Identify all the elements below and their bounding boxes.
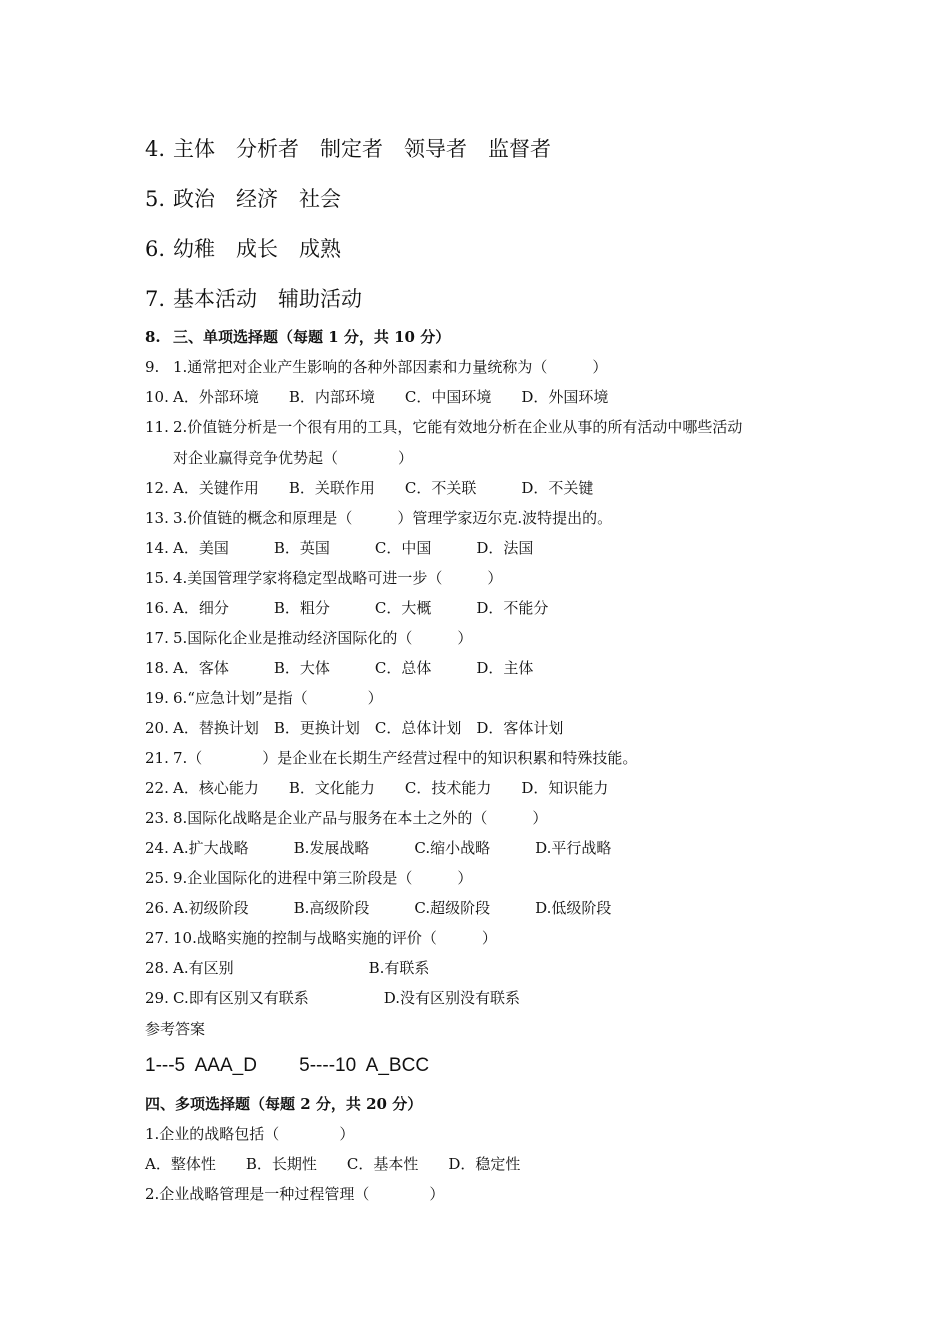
line-text: A．客体 B．大体 C．总体 D．主体	[173, 659, 534, 677]
options-line	[145, 538, 533, 558]
line-text: 2.价值链分析是一个很有用的工具，它能有效地分析在企业从事的所有活动中哪些活动	[173, 418, 743, 436]
line-number: 20.	[145, 719, 169, 737]
line-text: 3.价值链的概念和原理是（ ）管理学家迈尔克.波特提出的。	[173, 509, 613, 527]
line-number: 4.	[145, 137, 166, 161]
answer-line-7	[145, 285, 362, 313]
line-text: A．关键作用 B．关联作用 C．不关联 D．不关键	[173, 479, 594, 497]
line-number: 27.	[145, 929, 169, 947]
line-number: 11.	[145, 418, 169, 436]
options-line	[145, 718, 563, 738]
question-line	[145, 928, 497, 948]
line-number: 16.	[145, 599, 169, 617]
line-number: 29.	[145, 989, 169, 1007]
answer-line-4	[145, 135, 551, 163]
options-line	[145, 387, 608, 407]
line-text: 幼稚 成长 成熟	[173, 237, 341, 261]
line-text: A．外部环境 B．内部环境 C．中国环境 D．外国环境	[173, 388, 609, 406]
line-number: 9.	[145, 358, 160, 376]
line-number: 19.	[145, 689, 169, 707]
line-number: 26.	[145, 899, 169, 917]
reference-answer-label: 参考答案	[145, 1020, 206, 1038]
question-line: 1.企业的战略包括（ ）	[145, 1125, 355, 1143]
line-number: 7.	[145, 287, 166, 311]
line-text: 5.国际化企业是推动经济国际化的（ ）	[173, 629, 473, 647]
line-number: 18.	[145, 659, 169, 677]
line-number: 14.	[145, 539, 169, 557]
line-text: A．美国 B．英国 C．中国 D．法国	[173, 539, 534, 557]
question-line	[145, 808, 547, 828]
options-line	[145, 778, 608, 798]
line-text: 10.战略实施的控制与战略实施的评价（ ）	[173, 929, 497, 947]
line-text: A．替换计划 B．更换计划 C．总体计划 D．客体计划	[173, 719, 564, 737]
line-number: 25.	[145, 869, 169, 887]
options-line	[145, 958, 429, 978]
line-text: 政治 经济 社会	[173, 187, 341, 211]
question-line-continuation	[173, 448, 413, 468]
question-line: 2.企业战略管理是一种过程管理（ ）	[145, 1185, 445, 1203]
options-line: A．整体性 B．长期性 C．基本性 D．稳定性	[145, 1155, 521, 1173]
line-number: 21.	[145, 749, 169, 767]
answer-line-6	[145, 235, 341, 263]
options-line	[145, 658, 533, 678]
line-number: 13.	[145, 509, 169, 527]
line-number: 28.	[145, 959, 169, 977]
line-text: 8.国际化战略是企业产品与服务在本土之外的（ ）	[173, 809, 548, 827]
question-line	[145, 357, 607, 377]
options-line	[145, 898, 611, 918]
line-text: 6.“应急计划”是指（ ）	[173, 689, 383, 707]
line-number: 10.	[145, 388, 169, 406]
line-number: 17.	[145, 629, 169, 647]
line-text: 基本活动 辅助活动	[173, 287, 362, 311]
line-text: A．核心能力 B．文化能力 C．技术能力 D．知识能力	[173, 779, 609, 797]
section-3-heading	[145, 327, 450, 347]
line-text: C.即有区别又有联系 D.没有区别没有联系	[173, 989, 520, 1007]
question-line	[145, 417, 742, 437]
line-text: A．细分 B．粗分 C．大概 D．不能分	[173, 599, 549, 617]
question-line	[145, 868, 472, 888]
section-4-heading: 四、多项选择题（每题 2 分，共 20 分）	[145, 1095, 423, 1113]
line-text: 1.通常把对企业产生影响的各种外部因素和力量统称为（ ）	[173, 358, 608, 376]
question-line	[145, 508, 612, 528]
line-number: 6.	[145, 237, 166, 261]
line-number: 24.	[145, 839, 169, 857]
line-text: A.有区别 B.有联系	[173, 959, 430, 977]
line-text: A.扩大战略 B.发展战略 C.缩小战略 D.平行战略	[173, 839, 612, 857]
question-line	[145, 628, 472, 648]
options-line	[145, 838, 611, 858]
reference-answer-line: 1---5 AAA_D 5----10 A_BCC	[145, 1055, 430, 1076]
question-line	[145, 748, 637, 768]
line-number: 15.	[145, 569, 169, 587]
question-line	[145, 688, 383, 708]
options-line	[145, 598, 548, 618]
options-line	[145, 988, 520, 1008]
question-line	[145, 568, 502, 588]
answer-line-5	[145, 185, 341, 213]
line-number: 12.	[145, 479, 169, 497]
line-text: 7.（ ）是企业在长期生产经营过程中的知识积累和特殊技能。	[173, 749, 638, 767]
line-text: A.初级阶段 B.高级阶段 C.超级阶段 D.低级阶段	[173, 899, 612, 917]
line-number: 8.	[145, 328, 161, 346]
line-text: 4.美国管理学家将稳定型战略可进一步（ ）	[173, 569, 503, 587]
line-number: 23.	[145, 809, 169, 827]
line-number: 5.	[145, 187, 166, 211]
line-text: 对企业赢得竞争优势起（ ）	[173, 449, 414, 467]
line-text: 三、单项选择题（每题 1 分，共 10 分）	[173, 328, 451, 346]
line-text: 9.企业国际化的进程中第三阶段是（ ）	[173, 869, 473, 887]
options-line	[145, 478, 593, 498]
line-number: 22.	[145, 779, 169, 797]
line-text: 主体 分析者 制定者 领导者 监督者	[173, 137, 551, 161]
